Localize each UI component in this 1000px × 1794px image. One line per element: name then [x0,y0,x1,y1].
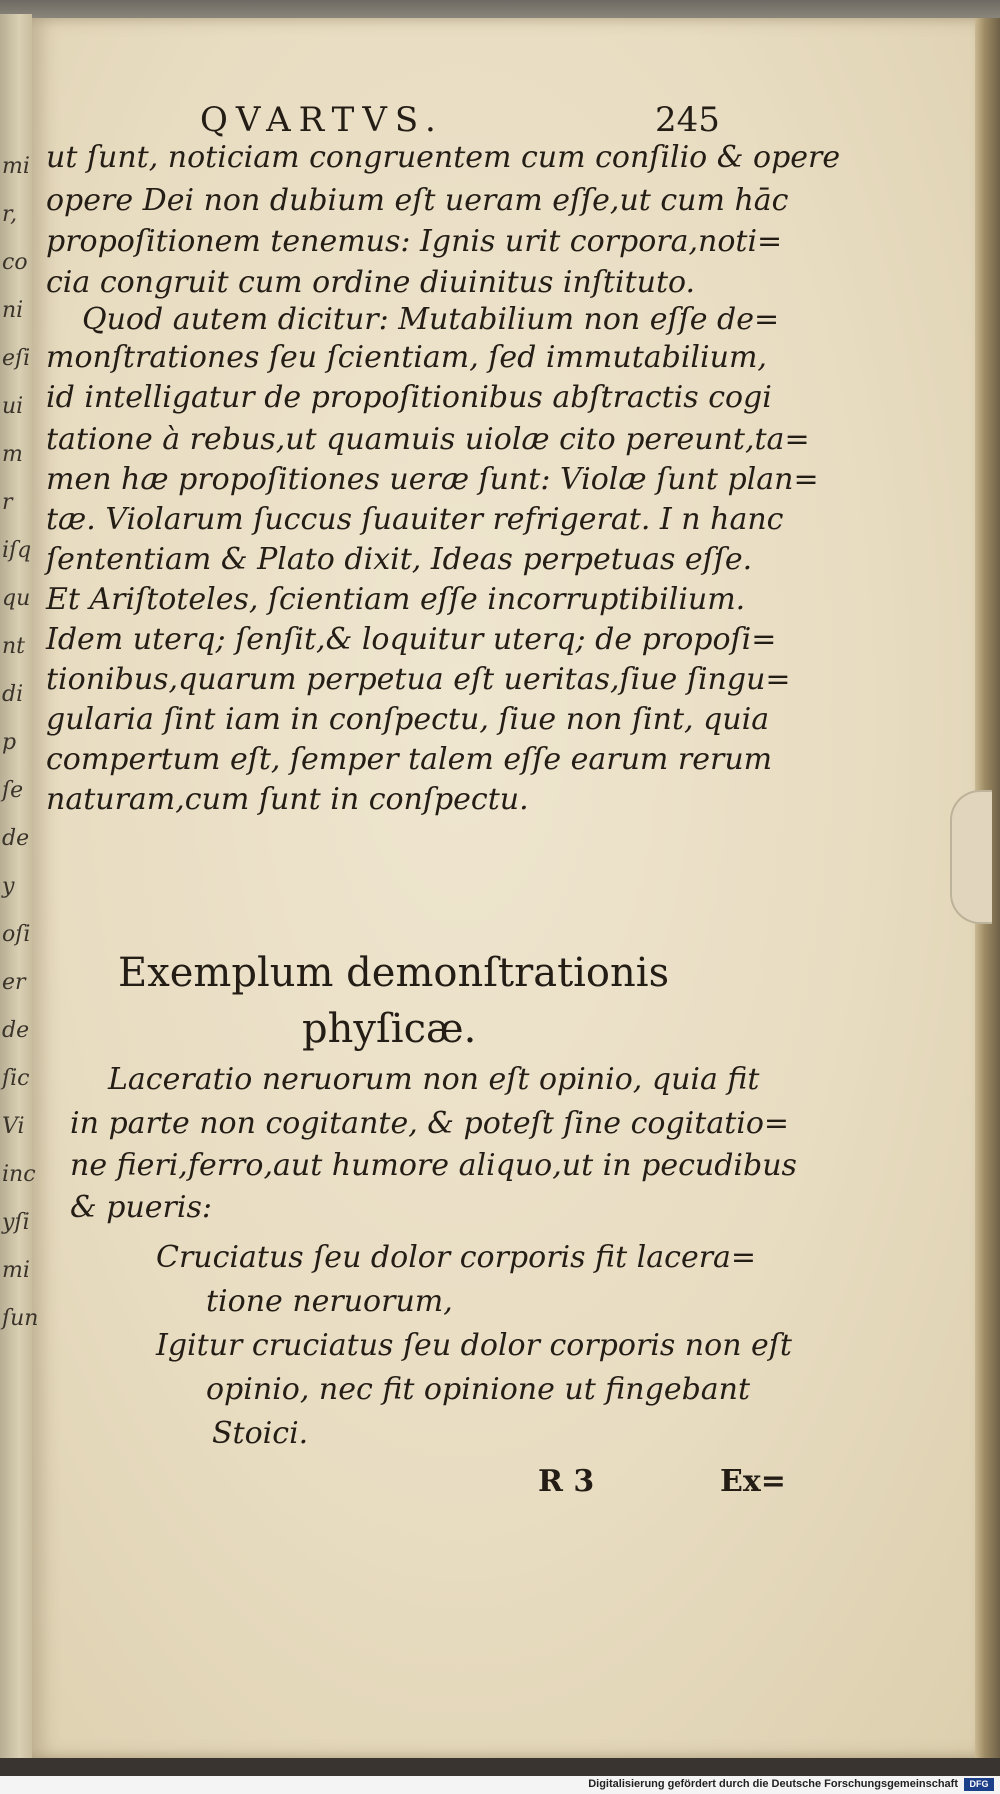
text-line: in parte non cogitante, & poteſt ſine cogitatio= [70,1106,790,1141]
text-line: tæ. Violarum ſuccus ſuauiter refrigerat. I n hanc [46,502,784,537]
prev-page-fragment: mi [2,1258,30,1283]
text-line: compertum eſt, ſemper talem eſſe earum rerum [46,742,773,777]
text-line: monſtrationes ſeu ſcientiam, ſed immutabilium, [46,340,767,375]
text-line: tatione à rebus,ut quamuis uiolæ cito pereunt,ta= [46,422,810,457]
text-line: ſententiam & Plato dixit, Ideas perpetuas eſſe. [46,542,753,577]
prev-page-fragment: ni [2,298,24,323]
text-line: Igitur cruciatus ſeu dolor corporis non eſt [156,1328,792,1363]
prev-page-fragment: de [2,826,30,851]
text-line: ne fieri,ferro,aut humore aliquo,ut in pecudibus [70,1148,797,1183]
text-line: Laceratio neruorum non eſt opinio, quia fit [108,1062,760,1097]
prev-page-fragment: yſi [2,1210,30,1235]
text-line: opinio, nec fit opinione ut fingebant [206,1372,751,1407]
text-line: ut ſunt, noticiam congruentem cum conſilio & opere [46,140,841,175]
scan-bottom-edge [0,1758,1000,1776]
text-line: id intelligatur de propoſitionibus abſtractis cogi [46,380,772,415]
text-line: naturam,cum ſunt in conſpectu. [46,782,529,817]
prev-page-fragment: ſe [2,778,24,803]
text-line: tionibus,quarum perpetua eſt ueritas,ſiue ſingu= [46,662,791,697]
text-line: gularia ſint iam in conſpectu, ſiue non ſint, quia [46,702,770,737]
page-number: 245 [655,100,720,140]
prev-page-fragment: inc [2,1162,36,1187]
prev-page-fragment: m [2,442,23,467]
heading-line: Exemplum demonſtrationis [118,950,670,996]
prev-page-fragment: er [2,970,26,995]
text-line: Idem uterq; ſenſit,& loquitur uterq; de propoſi= [46,622,777,657]
footer-credit: Digitalisierung gefördert durch die Deutsche Forschungsgemeinschaft [588,1778,958,1790]
signature-mark: R 3 [538,1464,595,1499]
text-line: opere Dei non dubium eſt ueram eſſe,ut cum hāc [46,183,789,218]
heading-line: phyſicæ. [302,1006,477,1052]
prev-page-fragment: y [2,874,15,899]
prev-page-fragment: ſun [2,1306,39,1331]
running-head: QVARTVS. [200,100,444,140]
prev-page-fragment: oſi [2,922,31,947]
text-line: men hæ propoſitiones ueræ ſunt: Violæ ſunt plan= [46,462,819,497]
page-clip [950,790,992,924]
prev-page-fragment: r [2,490,13,515]
text-line: cia congruit cum ordine diuinitus inſtituto. [46,265,696,300]
text-line: tione neruorum, [206,1284,453,1319]
text-line: propoſitionem tenemus: Ignis urit corpora,noti= [46,224,783,259]
prev-page-fragment: iſq [2,538,32,563]
prev-page-fragment: Vi [2,1114,25,1139]
book-top-edge [0,0,1000,18]
prev-page-fragment: ui [2,394,24,419]
prev-page-fragment: r, [2,202,18,227]
previous-page-strip [0,14,39,1759]
prev-page-fragment: de [2,1018,30,1043]
dfg-logo: DFG [964,1778,994,1791]
prev-page-fragment: nt [2,634,26,659]
text-line: & pueris: [70,1190,212,1225]
text-line: Quod autem dicitur: Mutabilium non eſſe de= [82,302,780,337]
prev-page-fragment: di [2,682,24,707]
prev-page-fragment: ſic [2,1066,30,1091]
text-line: Et Ariſtoteles, ſcientiam eſſe incorruptibilium. [46,582,746,617]
prev-page-fragment: qu [2,586,31,611]
prev-page-fragment: co [2,250,28,275]
text-line: Stoici. [212,1416,309,1451]
prev-page-fragment: p [2,730,17,755]
prev-page-fragment: eſi [2,346,31,371]
prev-page-fragment: mi [2,154,30,179]
catchword: Ex= [720,1464,786,1499]
text-line: Cruciatus ſeu dolor corporis fit lacera= [156,1240,757,1275]
